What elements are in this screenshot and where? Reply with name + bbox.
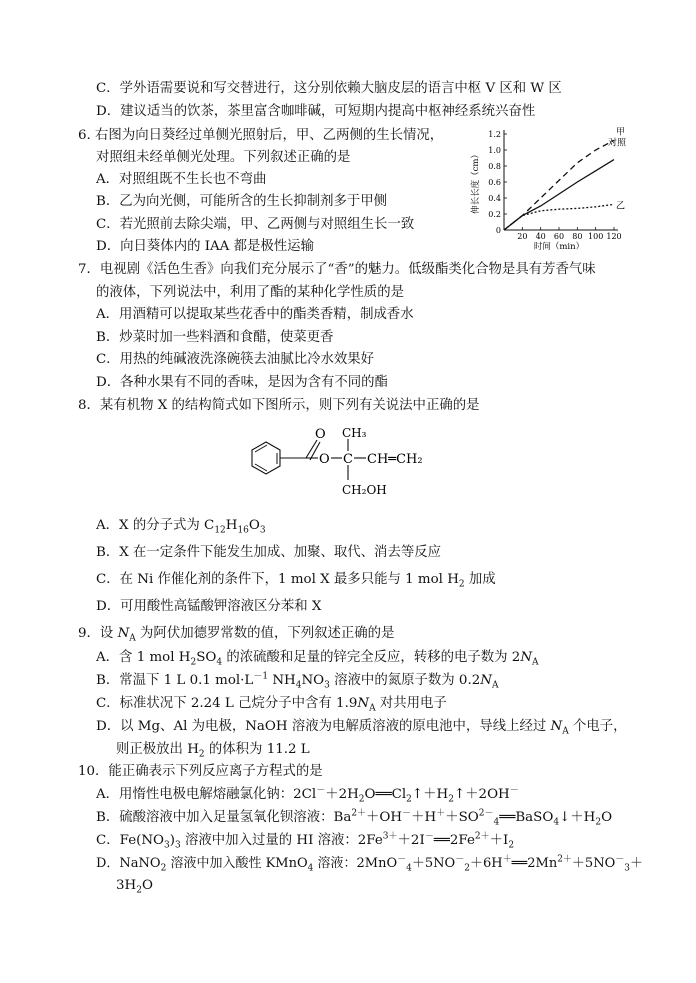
q10-option-b: B．硫酸溶液中加入足量氢氧化钡溶液：$Ba^{2+}+OH^-+H^++SO^{2-}_4══BaSO_4↓+H_2O$ [96,808,613,828]
y-axis-label: 伸长长度（cm） [471,150,481,214]
q9-option-d-line1: D．以 Mg、Al 为电极，NaOH 溶液为电解质溶液的原电池中，导线上经过 $N_A$ 个电子， [96,719,627,737]
y-tick-label: 0 [495,226,501,235]
q5-option-d: D．建议适当的饮茶，茶里富含咖啡碱，可短期内提高中枢神经系统兴奋性 [96,104,536,119]
benzene-inner-bond [255,445,267,452]
q10-option-d-line2: $3H_2O$ [116,878,153,896]
q10-option-a: A．用惰性电极电解熔融氯化钠：$2Cl^-+2H_2O══Cl_2↑+H_2↑+2OH^-$ [96,785,519,805]
x-tick-label: 100 [588,232,604,241]
benzene-inner-bond [255,464,267,471]
q8-option-d: D．可用酸性高锰酸钾溶液区分苯和 X [96,599,322,614]
q7-option-b: B．炒菜时加一些料酒和食醋，使菜更香 [96,330,334,345]
structural-formula [240,420,440,508]
q6-option-b: B．乙为向光侧，可能所含的生长抑制剂多于甲侧 [96,194,388,209]
q10-stem: 10．能正确表示下列反应离子方程式的是 [78,764,323,779]
q5-option-c: C．学外语需要说和写交替进行，这分别依赖大脑皮层的语言中枢 V 区和 W 区 [96,81,562,96]
q10-option-c: C．$Fe(NO_3)_3$ 溶液中加入过量的 HI 溶液：$2Fe^{3+}+2I^-══2Fe^{2+}+I_2$ [96,831,515,851]
q6-option-c: C．若光照前去除尖端，甲、乙两侧与对照组生长一致 [96,217,415,232]
q7-stem-line2: 的液体，下列说法中，利用了酯的某种化学性质的是 [96,285,404,300]
q7-stem-line1: 7．电视剧《活色生香》向我们充分展示了“香”的魅力。低级酯类化合物是具有芳香气味 [78,262,596,277]
y-tick-label: 1.2 [488,130,501,139]
q10-option-d-line1: D．NaNO$_2$ 溶液中加入酸性 KMnO$_4$ 溶液：$2MnO^-_4+5NO^-_2+6H^+══2Mn^{2+}+5NO^-_3+$ [96,854,643,874]
benzene-ring [252,442,280,474]
y-tick-label: 0.4 [488,194,501,203]
y-tick-label: 0.8 [488,162,501,171]
q9-stem: 9．设 $N_A$ 为阿伏加德罗常数的值，下列叙述正确的是 [78,626,395,644]
atom-c: C [343,452,353,467]
q7-option-d: D．各种水果有不同的香味，是因为含有不同的酯 [96,375,388,390]
q9-option-c: C．标准状况下 2.24 L 己烷分子中含有 $1.9N_A$ 对共用电子 [96,696,447,714]
q9-option-d-line2: 则正极放出 $H_2$ 的体积为 11.2 L [116,742,310,760]
q8-option-a: A．X 的分子式为 $C_{12}H_{16}O_3$ [96,518,266,536]
group-ch3: CH₃ [342,426,367,440]
q6-stem-line1: 6. 右图为向日葵经过单侧光照射后，甲、乙两侧的生长情况， [78,128,444,143]
q6-stem-line2: 对照组未经单侧光处理。下列叙述正确的是 [96,150,351,165]
carbonyl-double-bond [306,440,317,458]
y-tick-label: 0.6 [488,178,501,187]
q7-option-c: C．用热的纯碱液洗涤碗筷去油腻比冷水效果好 [96,352,375,367]
y-tick-label: 1.0 [488,146,501,155]
x-tick-label: 120 [606,232,622,241]
series-label-1: 甲 [616,127,626,138]
q6-option-d: D．向日葵体内的 IAA 都是极性运输 [96,239,314,254]
q8-stem: 8．某有机物 X 的结构简式如下图所示，则下列有关说法中正确的是 [78,398,480,413]
x-tick-label: 40 [535,232,546,241]
group-ch2oh: CH₂OH [342,483,387,497]
atom-o-ester: O [319,452,330,467]
series-line-2 [504,160,614,230]
q7-option-a: A．用酒精可以提取某些花香中的酯类香精，制成香水 [96,307,414,322]
atom-o-carbonyl: O [315,427,326,442]
x-tick-label: 80 [572,232,583,241]
q8-option-c: C．在 Ni 作催化剂的条件下，1 mol X 最多只能与 1 mol $H_2$ 加成 [96,572,496,590]
group-vinyl: CH═CH₂ [367,452,423,467]
q8-option-b: B．X 在一定条件下能发生加成、加聚、取代、消去等反应 [96,545,442,560]
series-line-3 [504,204,614,230]
series-label-2: 对照 [608,138,627,149]
x-axis-label: 时间（min） [533,242,585,252]
x-tick-label: 20 [517,232,528,241]
q6-option-a: A．对照组既不生长也不弯曲 [96,172,267,187]
q9-option-a: A．含 1 mol $H_2SO_4$ 的浓硫酸和足量的锌完全反应，转移的电子数为 $2N_A$ [96,650,539,668]
series-label-3: 乙 [616,201,626,212]
y-tick-label: 0.2 [488,210,501,219]
growth-line-chart [464,122,634,256]
q9-option-b: B．常温下 1 L 0.1 $mol\cdot L^{-1}$ $NH_4NO_3$ 溶液中的氮原子数为 $0.2N_A$ [96,671,499,691]
x-tick-label: 60 [553,232,565,241]
